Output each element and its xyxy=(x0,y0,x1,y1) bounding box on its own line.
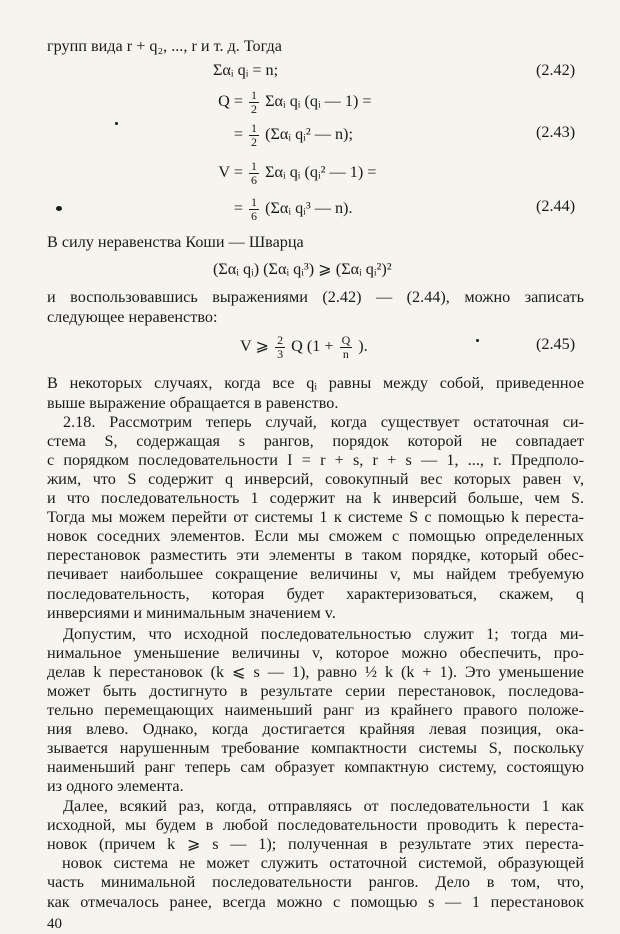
section-heading-line: 2.18. Рассмотрим теперь случай, когда существует остаточная си- xyxy=(63,413,584,431)
fraction-sixth xyxy=(249,160,259,187)
text-line: новок система не может служить остаточной системой, образующей xyxy=(62,854,584,872)
fraction-q-over-n xyxy=(340,334,353,361)
text-line: выше выражение обращается в равенство. xyxy=(47,394,339,412)
text-line: часть минимальной последовательности рангов. Дело в том, что, xyxy=(47,873,584,891)
equation-2-43-lhs: Q = xyxy=(218,92,243,111)
page-number: 40 xyxy=(47,916,62,932)
fraction-half xyxy=(249,122,259,149)
equation-2-43-rhs2: (Σαᵢ qᵢ² — n); xyxy=(265,125,353,144)
fraction-denominator: 6 xyxy=(251,209,258,223)
text-line: тельно перемещающих наименьший ранг из крайнего правого положе- xyxy=(47,701,584,719)
text-line: новок соседних элементов. Если мы сможем с помощью определенных xyxy=(47,527,584,545)
equation-2-45-lhs: V ⩾ xyxy=(240,337,270,356)
scan-speck xyxy=(115,122,118,125)
fraction-denominator: n xyxy=(342,347,349,361)
text-line: последовательность, которая будет характеризоваться, скажем, q xyxy=(47,585,584,603)
scan-speck xyxy=(56,206,62,211)
fraction-denominator: 6 xyxy=(251,173,258,187)
equation-2-44-line2 xyxy=(213,196,353,223)
text-line: Далее, всякий раз, когда, отправляясь от последовательности 1 как xyxy=(63,797,584,815)
text-line: инверсиями и минимальным значением v. xyxy=(47,604,336,622)
text-line: с порядком последовательности I = r + s, r + s — 1, ..., r. Предполо- xyxy=(47,451,584,469)
fraction-half xyxy=(249,89,259,116)
equals-sign: = xyxy=(233,199,243,218)
equation-number-2-42: (2.42) xyxy=(536,61,576,79)
text-line: печивает наибольшее сокращение величины v, мы найдем требуемую xyxy=(47,565,584,583)
text-line: зывается нарушенным требование компактности системы S, поскольку xyxy=(47,739,584,757)
equation-number-2-43: (2.43) xyxy=(536,123,576,141)
text-line: жим, что S содержит q инверсий, совокупный вес которых равен v, xyxy=(47,470,584,488)
cauchy-inequality: (Σαᵢ qᵢ) (Σαᵢ qᵢ³) ⩾ (Σαᵢ qᵢ²)² xyxy=(213,260,392,278)
fraction-two-thirds xyxy=(275,334,285,361)
text-line: ния влево. Однако, когда достигается крайняя левая позиция, ока- xyxy=(47,720,584,738)
equation-2-43-line1 xyxy=(213,89,372,116)
equation-2-45-mid: Q (1 + xyxy=(291,337,334,356)
text-line: следующее неравенство: xyxy=(47,308,218,326)
fraction-sixth xyxy=(249,196,259,223)
fraction-numerator: 1 xyxy=(251,88,258,102)
text-line: и воспользовавшись выражениями (2.42) — (2.44), можно записать xyxy=(47,288,584,306)
equation-2-42: Σαᵢ qᵢ = n; xyxy=(213,61,279,79)
equation-2-44-lhs: V = xyxy=(218,163,243,182)
equation-2-43-line2 xyxy=(213,122,353,149)
text-line: перестановок разместить эти элементы в таком порядке, который обес- xyxy=(47,546,584,564)
text-line: исходной, мы будем в любой последовательности проводить k переста- xyxy=(47,816,584,834)
text-line: наименьший ранг теперь сам образует компактную систему, состоящую xyxy=(47,758,584,776)
equation-number-2-45: (2.45) xyxy=(536,335,576,353)
equation-2-45-end: ). xyxy=(358,337,368,356)
fraction-numerator: 1 xyxy=(251,159,258,173)
fraction-numerator: 2 xyxy=(277,333,284,347)
text-line: как отмечалось ранее, всегда можно с помощью s — 1 перестановок xyxy=(47,893,584,911)
equation-2-45 xyxy=(240,334,368,361)
scan-speck xyxy=(476,339,479,342)
fraction-numerator: Q xyxy=(341,333,351,347)
text-line: нимальное уменьшение величины v, которое можно обеспечить, про- xyxy=(47,644,584,662)
text-line: Допустим, что исходной последовательностью служит 1; тогда ми- xyxy=(63,625,584,643)
equation-number-2-44: (2.44) xyxy=(536,197,576,215)
equation-2-44-rhs1: Σαᵢ qᵢ (qᵢ² — 1) = xyxy=(265,163,377,182)
text-line: новок (причем k ⩾ s — 1); полученная в результате этих переста- xyxy=(47,835,584,853)
fraction-denominator: 2 xyxy=(251,102,258,116)
text-line: стема S, содержащая s рангов, порядок которой не совпадает xyxy=(47,432,584,450)
text-line: может быть достигнуто в результате серии перестановок, последова- xyxy=(47,682,584,700)
fraction-denominator: 3 xyxy=(277,347,284,361)
text-line: делав k перестановок (k ⩽ s — 1), равно ½ k (k + 1). Это уменьшение xyxy=(47,663,584,681)
text-line: и что последовательность 1 содержит на k инверсий больше, чем S. xyxy=(47,489,584,507)
fraction-numerator: 1 xyxy=(251,195,258,209)
fraction-denominator: 2 xyxy=(251,135,258,149)
equation-2-44-line1 xyxy=(213,160,376,187)
text-line: В некоторых случаях, когда все qᵢ равны между собой, приведенное xyxy=(47,374,584,392)
equation-2-43-rhs1: Σαᵢ qᵢ (qᵢ — 1) = xyxy=(265,92,372,111)
text-line: из одного элемента. xyxy=(47,777,184,795)
cauchy-line: В силу неравенства Коши — Шварца xyxy=(47,233,304,251)
equals-sign: = xyxy=(233,125,243,144)
intro-line: групп вида r + q₂, ..., r и т. д. Тогда xyxy=(47,37,282,55)
text-line: Тогда мы можем перейти от системы 1 к системе S с помощью k переста- xyxy=(47,508,584,526)
fraction-numerator: 1 xyxy=(251,121,258,135)
equation-2-44-rhs2: (Σαᵢ qᵢ³ — n). xyxy=(265,199,353,218)
